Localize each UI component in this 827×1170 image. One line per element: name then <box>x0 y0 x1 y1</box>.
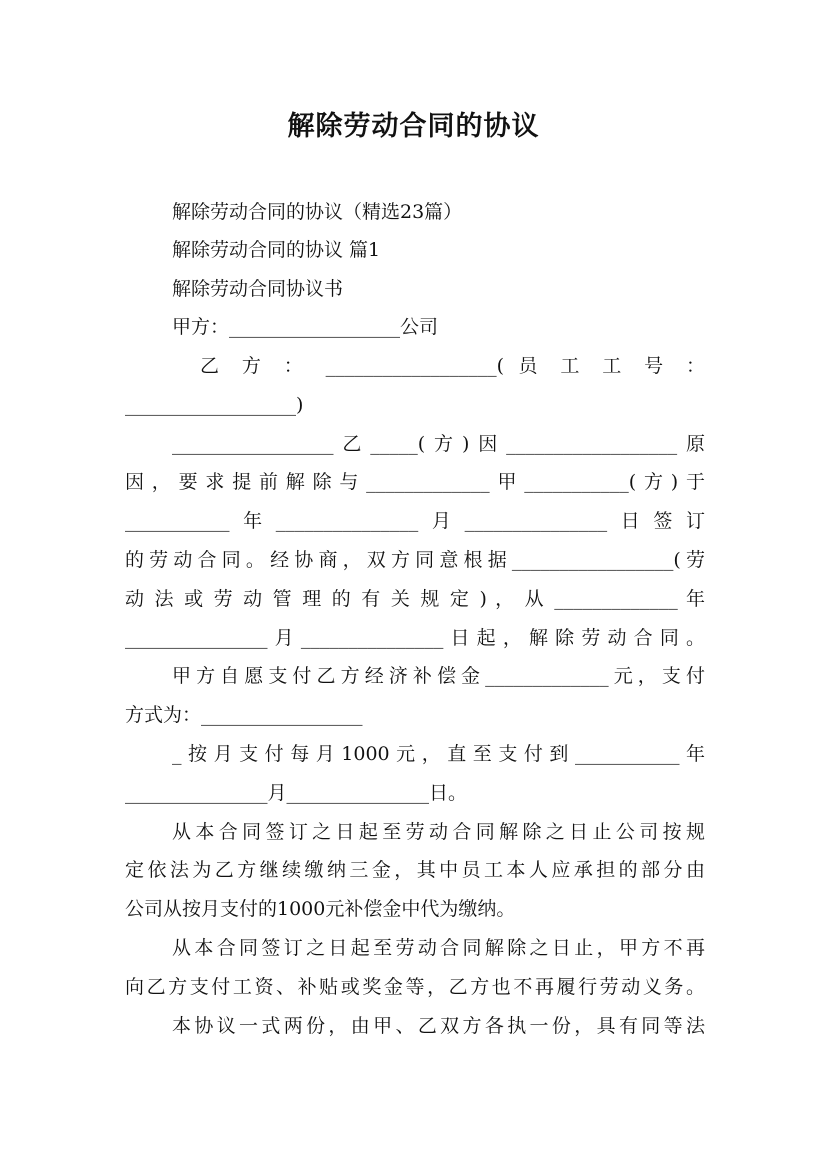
party-a-line: 甲方：__________________公司 <box>172 316 439 338</box>
party-b-line: 乙 方 ： __________________( 员 工 工 号 ： <box>200 355 705 377</box>
paragraph-line: 从本合同签订之日起至劳动合同解除之日止，甲方不再 <box>172 937 705 959</box>
document-title: 解除劳动合同的协议 <box>287 111 540 142</box>
chapter-heading: 解除劳动合同的协议 篇1 <box>172 239 381 261</box>
paragraph-line: ___________年_______________月_______________日签订 <box>125 510 705 532</box>
paragraph-line: _________________乙_____(方)因__________________原 <box>172 433 705 455</box>
paragraph-line: 的劳动合同。经协商，双方同意根据_________________(劳 <box>125 549 705 571</box>
paragraph-line: 因，要求提前解除与_____________甲___________(方)于 <box>125 471 705 493</box>
paragraph-line: 本协议一式两份，由甲、乙双方各执一份，具有同等法 <box>172 1015 705 1037</box>
agreement-heading: 解除劳动合同协议书 <box>172 278 344 300</box>
paragraph-line: 从本合同签订之日起至劳动合同解除之日止公司按规 <box>172 821 705 843</box>
paragraph-line: 定依法为乙方继续缴纳三金，其中员工本人应承担的部分由 <box>125 859 705 881</box>
paragraph-line: _______________月_______________日。 <box>125 782 468 804</box>
paragraph-line: 甲方自愿支付乙方经济补偿金_____________元，支付 <box>172 665 705 687</box>
paragraph-line: 动 法 或 劳 动 管 理 的 有 关 规 定 ) ， 从 _____________ 年 <box>125 588 705 610</box>
paragraph-line: 向乙方支付工资、补贴或奖金等，乙方也不再履行劳动义务。 <box>125 976 705 998</box>
subtitle-line: 解除劳动合同的协议（精选23篇） <box>172 201 463 223</box>
paragraph-line: _______________月_______________日起，解除劳动合同。 <box>125 627 705 649</box>
paragraph-line: 公司从按月支付的1000元补偿金中代为缴纳。 <box>125 898 516 920</box>
party-b-line-cont: __________________) <box>125 394 304 416</box>
paragraph-line: 方式为：_________________ <box>125 704 363 726</box>
paragraph-line: _按月支付每月1000元，直至支付到___________年 <box>172 743 705 765</box>
